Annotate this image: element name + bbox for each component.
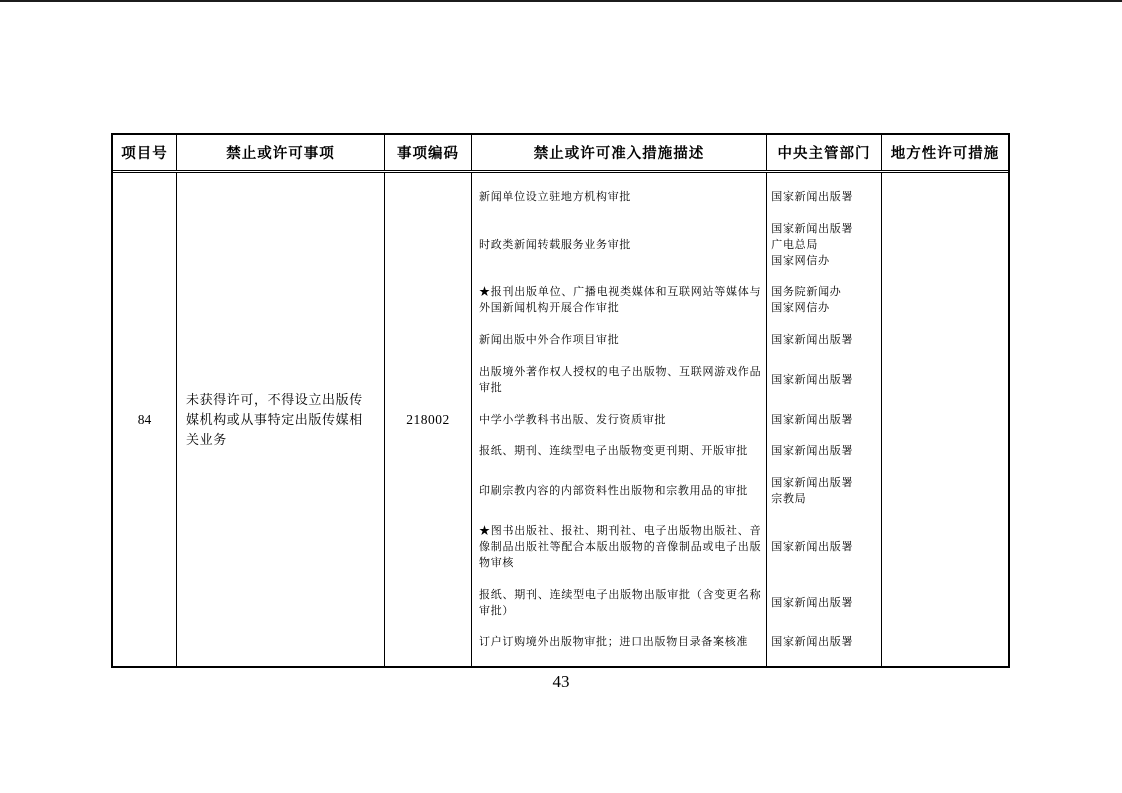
measure-description: 报纸、期刊、连续型电子出版物变更刊期、开版审批	[479, 445, 749, 458]
measure-row	[472, 221, 881, 269]
header-item-no: 项目号	[113, 135, 177, 170]
measure-departments	[765, 221, 881, 269]
measure-row	[472, 284, 881, 316]
measure-description: 新闻单位设立驻地方机构审批	[479, 190, 632, 203]
matter-text: 未获得许可，不得设立出版传媒机构或从事特定出版传媒相关业务	[186, 391, 363, 447]
measure-departments	[765, 539, 881, 555]
department-line: 国家网信办	[771, 302, 830, 315]
measure-description: 印刷宗教内容的内部资料性出版物和宗教用品的审批	[479, 485, 749, 497]
measure-departments	[765, 189, 881, 205]
measure-row	[472, 412, 881, 428]
access-measures-table	[111, 133, 1010, 668]
department-line: 广电总局	[771, 238, 819, 251]
measure-departments	[765, 595, 881, 611]
department-line: 国家新闻出版署	[771, 222, 854, 235]
window-top-edge	[0, 0, 1122, 2]
measure-row	[472, 443, 881, 459]
department-line: 国家新闻出版署	[771, 596, 854, 609]
header-measure-desc: 禁止或许可准入措施描述	[472, 135, 767, 170]
measure-departments	[765, 443, 881, 459]
measure-description: 出版境外著作权人授权的电子出版物、互联网游戏作品审批	[479, 365, 762, 394]
cell-item-no: 84	[113, 173, 177, 666]
department-line: 国家新闻出版署	[771, 413, 854, 426]
header-local-measure: 地方性许可措施	[890, 146, 1000, 162]
department-line: 国家新闻出版署	[771, 540, 854, 553]
measure-departments	[765, 372, 881, 388]
cell-measures-and-depts	[472, 173, 882, 666]
page-number: 43	[552, 672, 570, 691]
measure-row	[472, 332, 881, 348]
measure-departments	[765, 475, 881, 507]
header-matter: 禁止或许可事项	[177, 135, 385, 170]
measure-row	[472, 364, 881, 396]
measure-description: 时政类新闻转载服务业务审批	[479, 238, 632, 251]
measure-departments	[765, 634, 881, 650]
department-line: 国家新闻出版署	[771, 190, 854, 203]
department-line: 国家新闻出版署	[771, 636, 854, 649]
measure-departments	[765, 332, 881, 348]
department-line: 国家网信办	[771, 254, 830, 267]
department-line: 国家新闻出版署	[771, 445, 854, 458]
measure-row	[472, 189, 881, 205]
measure-row	[472, 634, 881, 650]
department-line: 宗教局	[771, 493, 807, 505]
measure-departments	[765, 284, 881, 316]
measure-departments	[765, 412, 881, 428]
department-line: 国家新闻出版署	[771, 477, 854, 489]
cell-local-measure	[882, 173, 1008, 666]
measure-description: ★报刊出版单位、广播电视类媒体和互联网站等媒体与外国新闻机构开展合作审批	[479, 286, 762, 315]
department-line: 国家新闻出版署	[771, 373, 854, 386]
measure-description: 报纸、期刊、连续型电子出版物出版审批（含变更名称审批）	[479, 588, 762, 617]
measure-description: 订户订购境外出版物审批；进口出版物目录备案核准	[479, 636, 749, 649]
cell-matter	[177, 173, 385, 666]
table-header-row	[113, 135, 1008, 173]
measure-row	[472, 587, 881, 619]
measure-description: ★图书出版社、报社、期刊社、电子出版物出版社、音像制品出版社等配合本版出版物的音像制品或电子出版物审核	[479, 524, 762, 569]
measure-row	[472, 475, 881, 507]
cell-code: 218002	[385, 173, 472, 666]
department-line: 国务院新闻办	[771, 286, 842, 299]
measure-description: 中学小学教科书出版、发行资质审批	[479, 413, 667, 426]
department-line: 国家新闻出版署	[771, 334, 854, 346]
measure-row	[472, 523, 881, 571]
header-central-dept: 中央主管部门	[767, 135, 882, 170]
header-code: 事项编码	[385, 135, 472, 170]
table-body-row	[113, 173, 1008, 666]
measure-description: 新闻出版中外合作项目审批	[479, 334, 620, 346]
